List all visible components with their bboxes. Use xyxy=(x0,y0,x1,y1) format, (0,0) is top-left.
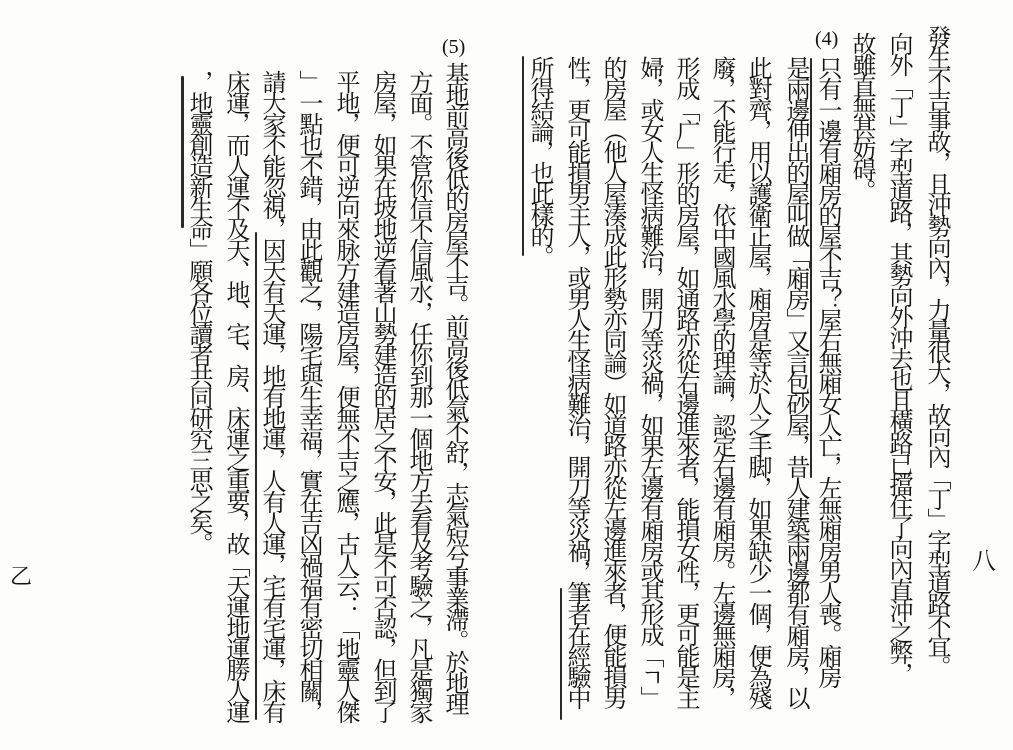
handwritten-underline xyxy=(560,588,562,720)
text-column: ，地靈創造新生命」願各位讀者共同研究三思之矣。 xyxy=(185,70,213,553)
text-column: 平地，便可逆向來脉方建造房屋，便無不吉之應，古人云：「地靈人傑 xyxy=(332,70,360,721)
section-number-5: (5) xyxy=(442,36,466,58)
text-column: 性，更可能損男主人，或男人生怪病難治，開刀等災禍，筆者在經驗中 xyxy=(563,56,591,707)
text-column: 請大家不能忽視，因天有天運，地有地運，人有人運，宅有宅運，床有 xyxy=(258,70,286,721)
page-number: 八 xyxy=(972,547,996,575)
section-number-4: (4) xyxy=(815,28,839,50)
text-column: 廢，不能行走，依中國風水學的理論，認定右邊有廂房。左邊無廂房， xyxy=(708,56,736,707)
text-column: 此對齊，用以護衛正屋，廂房是等於人之手脚，如果缺少一個，便為殘 xyxy=(744,56,772,707)
text-column: 形成「广」形的房屋，如通路亦從右邊進來者，能損女性，更可能是主 xyxy=(672,56,700,707)
handwritten-underline xyxy=(255,232,257,720)
text-column: 故雖直無甚妨碍。 xyxy=(848,32,876,200)
text-column: 的房屋（他人屋湊成此形勢亦同論）如道路亦從左邊進來者，便能損男 xyxy=(599,56,627,707)
handwritten-underline xyxy=(810,58,812,478)
text-column: 」一點也不錯，由此觀之，陽宅與生幸福，實在吉凶禍福有密切相關， xyxy=(295,70,323,721)
text-column: 向外「丁」字型道路，其勢向外沖去也且橫路已擋住了向內直沖之弊， xyxy=(885,32,913,683)
handwritten-underline xyxy=(181,76,184,228)
text-column: 是兩邊伸出的屋叫做「廂房」又言包砂屋，昔人建築兩邊都有廂房，以 xyxy=(782,56,810,707)
text-column: 基地前高後低的房屋不吉。前高後低氣不舒，志氣短兮事業滯。於地理 xyxy=(441,62,469,713)
text-column: 所得結論，也此樣的。 xyxy=(526,56,554,266)
text-column: 婦，或女人生怪病難治，開刀等災禍，如果左邊有廂房或其形成「ㄱ」 xyxy=(636,56,664,707)
text-column: 方面。不管你信不信風水，任你到那一個地方去看及考驗之，凡是獨家 xyxy=(405,70,433,721)
margin-mark: 乙 xyxy=(10,565,33,590)
text-column: 發生不吉事故，且沖勢向內，力量很大，故向內「丁」字型道路不宜。 xyxy=(923,25,951,676)
handwritten-underline xyxy=(522,56,524,256)
text-column: 房屋，如果在坡地逆看著山勢建造的居之不安，此是不可否認，但到了 xyxy=(369,70,397,721)
text-column: 床運，而人運不及天、地、宅、房、床運之重要，故「天運地運勝人運 xyxy=(222,70,250,721)
text-column: 只有一邊有廂房的屋不吉？屋右無廂女人亡，左無廂房男人喪。廂房 xyxy=(814,56,842,686)
